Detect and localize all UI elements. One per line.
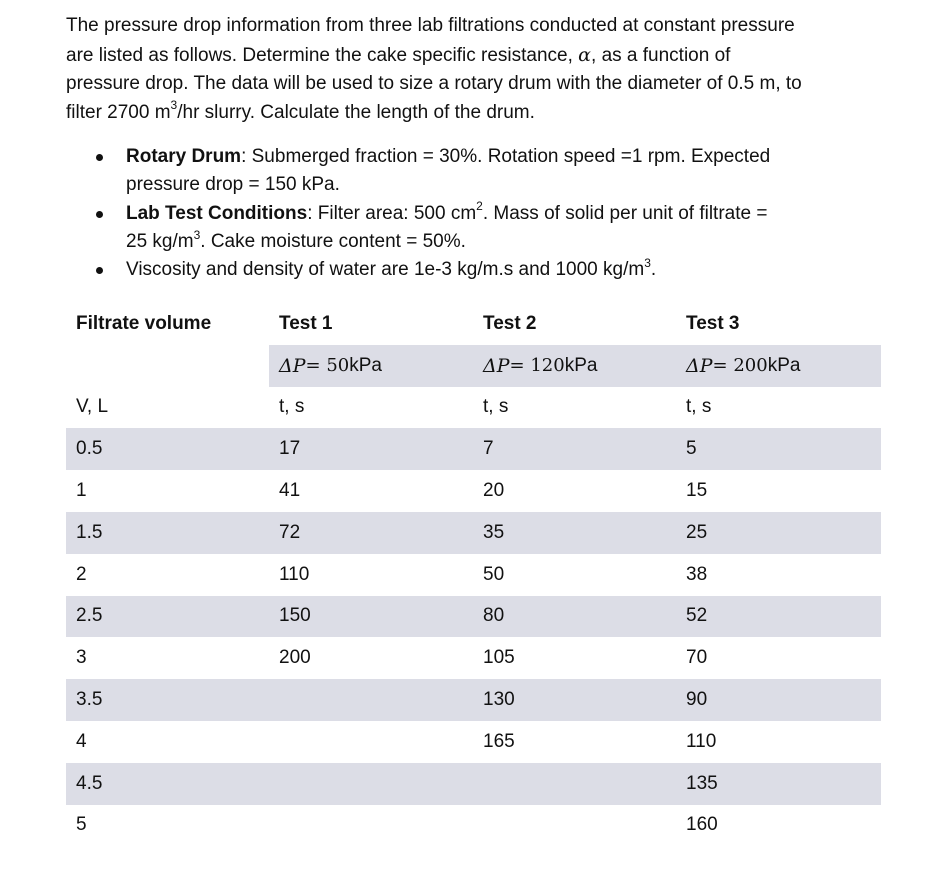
volume-cell: 1.5 [76,521,103,543]
test-3-cell: 25 [686,521,708,543]
volume-cell: 4 [76,730,87,752]
test-2-cell: t, s [483,396,509,418]
conditions-list [96,143,836,284]
header-test-2: Test 2 [483,312,537,334]
rotary-drum-label: Rotary Drum [126,146,242,167]
lab-test-text-2: . Mass of solid per unit of filtrate = [482,202,768,224]
table-row [66,721,881,763]
header-test-1: Test 1 [279,312,333,334]
test-3-cell: 70 [686,647,708,669]
volume-cell: 2.5 [76,605,103,627]
volume-cell: 1 [76,480,87,502]
table-row [66,763,881,805]
superscript: 3 [170,98,178,113]
test-1-cell: 41 [279,480,301,502]
test-3-cell: 15 [686,480,708,502]
table-row [66,596,881,638]
intro-line-4b: /hr slurry. Calculate the length of the drum. [177,101,535,123]
filtration-data-table [66,303,881,846]
pressure-drop-row [66,345,881,387]
rotary-drum-text: : Submerged fraction = 30%. Rotation speed =1 rpm. Expected [241,146,771,167]
test-1-cell: 17 [279,438,301,460]
table-row [66,679,881,721]
intro-line-3: pressure drop. The data will be used to size a rotary drum with the diameter of 0.5 m, to [66,73,802,94]
lab-test-text-4: . Cake moisture content = 50%. [200,230,466,252]
intro-line-2b: , as a function of [591,44,731,66]
table-row [66,637,881,679]
test-2-cell: 35 [483,521,505,543]
test-1-cell: 110 [279,563,310,585]
lab-test-text-3: 25 kg/m [126,230,194,252]
test-1-cell: 200 [279,647,311,669]
test-1-cell: 72 [279,521,301,543]
test-3-cell: 160 [686,814,718,836]
superscript: 2 [476,199,483,214]
table-row [66,512,881,554]
table-row [66,805,881,847]
test-2-cell: 105 [483,647,515,669]
table-row [66,554,881,596]
test-1-cell: t, s [279,396,305,418]
test-2-cell: 165 [483,730,515,752]
lab-test-text: : Filter area: 500 cm [307,202,477,224]
test-2-cell: 20 [483,480,505,502]
volume-cell: V, L [76,396,109,418]
header-filtrate-volume: Filtrate volume [76,312,212,334]
intro-line-1: The pressure drop information from three lab filtrations conducted at constant pressure [66,15,795,36]
volume-cell: 0.5 [76,438,103,460]
test-3-cell: 90 [686,689,708,711]
pressure-test-3: ΔP = 200 kPa [686,354,801,377]
volume-cell: 2 [76,563,87,585]
volume-cell: 3 [76,647,87,669]
header-test-3: Test 3 [686,312,740,334]
list-item-rotary-drum [96,143,836,200]
test-3-cell: 52 [686,605,708,627]
superscript: 3 [644,255,651,270]
intro-line-4a: filter 2700 m [66,101,171,123]
list-item-water-properties [96,256,836,284]
test-1-cell: 150 [279,605,311,627]
bullet-icon [96,211,103,218]
list-item-lab-test [96,200,836,257]
rotary-drum-text-2: pressure drop = 150 kPa. [126,174,340,196]
test-3-cell: t, s [686,396,712,418]
test-2-cell: 130 [483,689,515,711]
intro-line-2a: are listed as follows. Determine the cake specific resistance, [66,44,579,66]
test-3-cell: 38 [686,563,708,585]
table-row [66,428,881,470]
superscript: 3 [193,227,201,242]
volume-cell: 4.5 [76,772,103,794]
table-header-row [66,303,881,345]
bullet-icon [96,154,103,161]
water-properties-text: Viscosity and density of water are 1e-3 kg/m.s and 1000 kg/m [126,259,645,281]
pressure-test-2: ΔP = 120 kPa [483,354,598,377]
alpha-symbol: α [578,43,592,66]
test-2-cell: 7 [483,438,494,460]
test-3-cell: 5 [686,438,697,460]
problem-statement [66,12,866,127]
lab-test-label: Lab Test Conditions [126,202,308,224]
water-properties-text-2: . [650,259,657,281]
test-3-cell: 135 [686,772,718,794]
test-3-cell: 110 [686,730,717,752]
pressure-test-1: ΔP = 50 kPa [279,354,382,377]
table-row [66,470,881,512]
volume-cell: 3.5 [76,689,103,711]
units-row [66,387,881,429]
test-2-cell: 80 [483,605,505,627]
bullet-icon [96,267,103,274]
test-2-cell: 50 [483,563,505,585]
volume-cell: 5 [76,814,87,836]
